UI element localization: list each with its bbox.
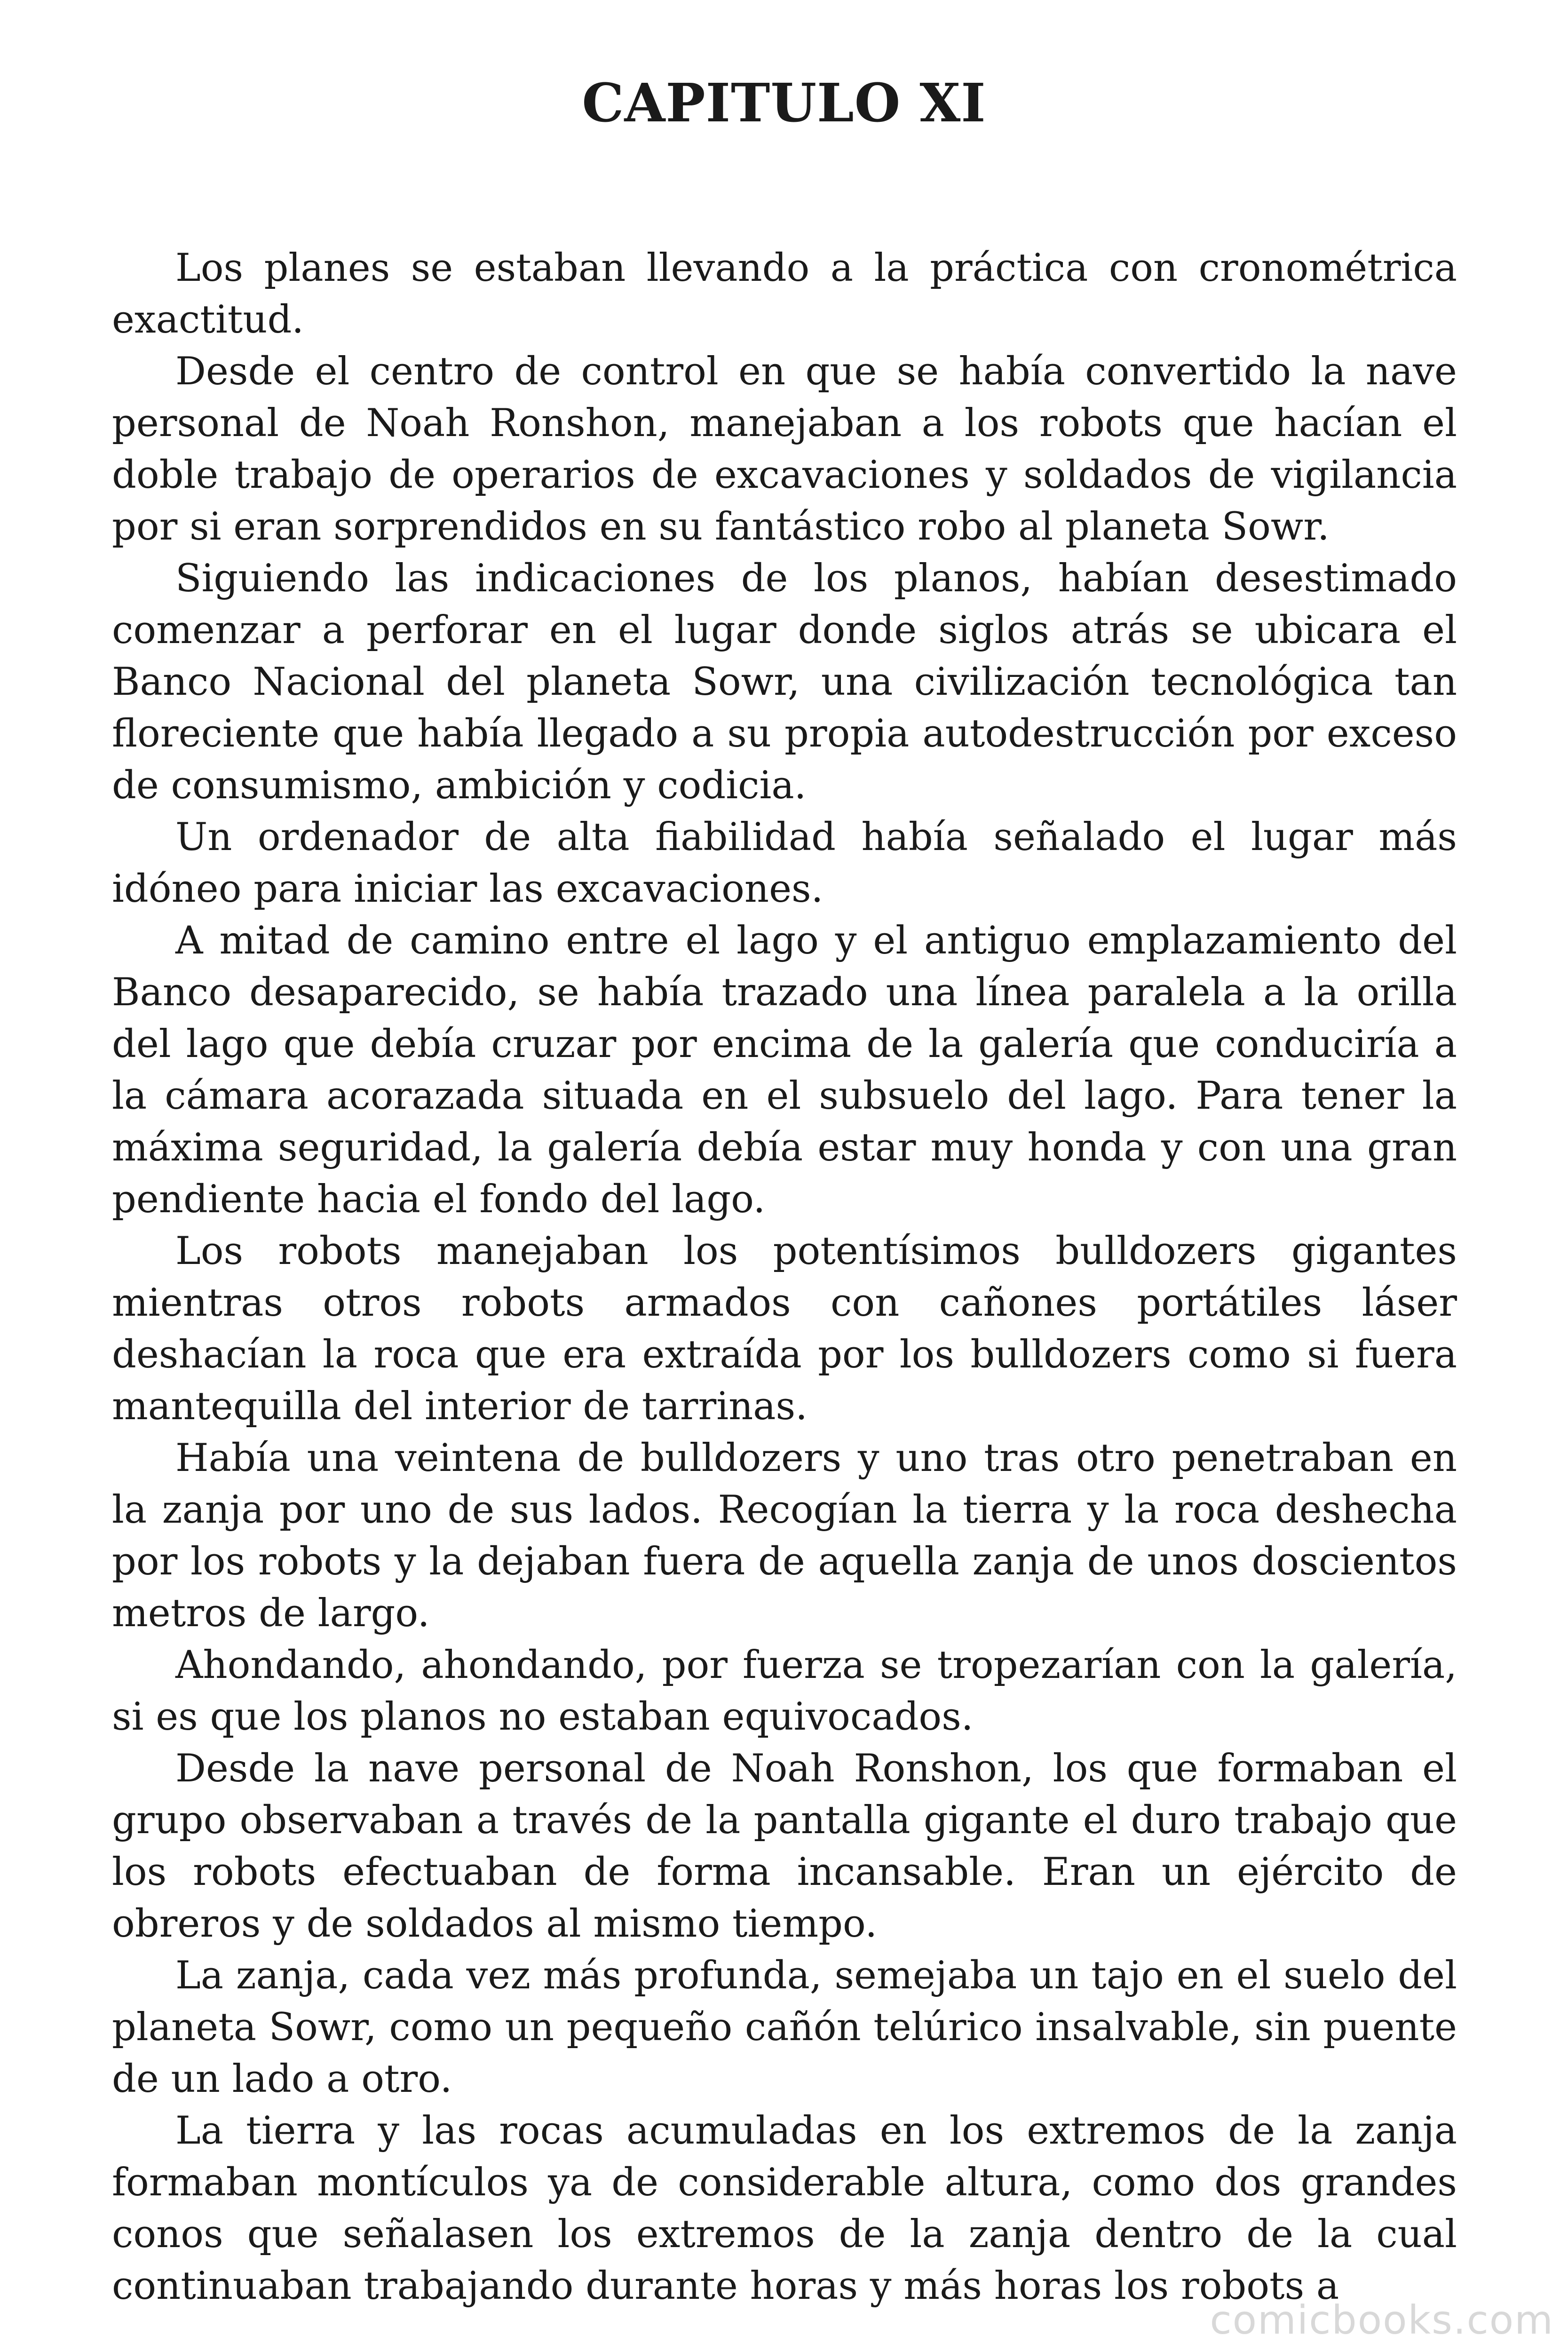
chapter-body [112, 242, 1457, 2312]
paragraph: Los robots manejaban los potentísimos bulldozers gigantes mientras otros robots armados con cañones portátiles láser deshacían la roca que era extraída por los bulldozers como si fuera mantequilla del interior de tarrinas. [112, 1229, 1457, 1429]
paragraph: Desde el centro de control en que se había convertido la nave personal de Noah Ronshon, manejaban a los robots que hacían el doble trabajo de operarios de excavaciones y soldados de vigilancia por si eran sorprendidos en su fantástico robo al planeta Sowr. [112, 350, 1457, 549]
paragraph: Había una veintena de bulldozers y uno tras otro penetraban en la zanja por uno de sus lados. Recogían la tierra y la roca deshecha por los robots y la dejaban fuera de aquella zanja de unos doscientos metros de largo. [112, 1436, 1457, 1636]
watermark: comicbooks.com [1210, 2297, 1554, 2343]
paragraph: Un ordenador de alta fiabilidad había señalado el lugar más idóneo para iniciar las excavaciones. [112, 815, 1457, 911]
paragraph: Ahondando, ahondando, por fuerza se tropezarían con la galería, si es que los planos no estaban equivocados. [112, 1643, 1457, 1739]
paragraph: Los planes se estaban llevando a la práctica con cronométrica exactitud. [112, 246, 1457, 342]
paragraph: La tierra y las rocas acumuladas en los extremos de la zanja formaban montículos ya de considerable altura, como dos grandes conos que señalasen los extremos de la zanja dentro de la cual continuaban trabajando durante horas y más horas los robots a [112, 2109, 1457, 2308]
paragraph: La zanja, cada vez más profunda, semejaba un tajo en el suelo del planeta Sowr, como un pequeño cañón telúrico insalvable, sin puente de un lado a otro. [112, 1954, 1457, 2101]
chapter-title: CAPITULO XI [582, 72, 986, 134]
paragraph: A mitad de camino entre el lago y el antiguo emplazamiento del Banco desaparecido, se había trazado una línea paralela a la orilla del lago que debía cruzar por encima de la galería que conduciría a la cámara acorazada situada en el subsuelo del lago. Para tener la máxima seguridad, la galería debía estar muy honda y con una gran pendiente hacia el fondo del lago. [112, 919, 1457, 1222]
paragraph: Desde la nave personal de Noah Ronshon, los que formaban el grupo observaban a través de la pantalla gigante el duro trabajo que los robots efectuaban de forma incansable. Eran un ejército de obreros y de soldados al mismo tiempo. [112, 1747, 1457, 1946]
paragraph: Siguiendo las indicaciones de los planos, habían desestimado comenzar a perforar en el lugar donde siglos atrás se ubicara el Banco Nacional del planeta Sowr, una civilización tecnológica tan floreciente que había llegado a su propia autodestrucción por exceso de consumismo, ambición y codicia. [112, 556, 1457, 808]
